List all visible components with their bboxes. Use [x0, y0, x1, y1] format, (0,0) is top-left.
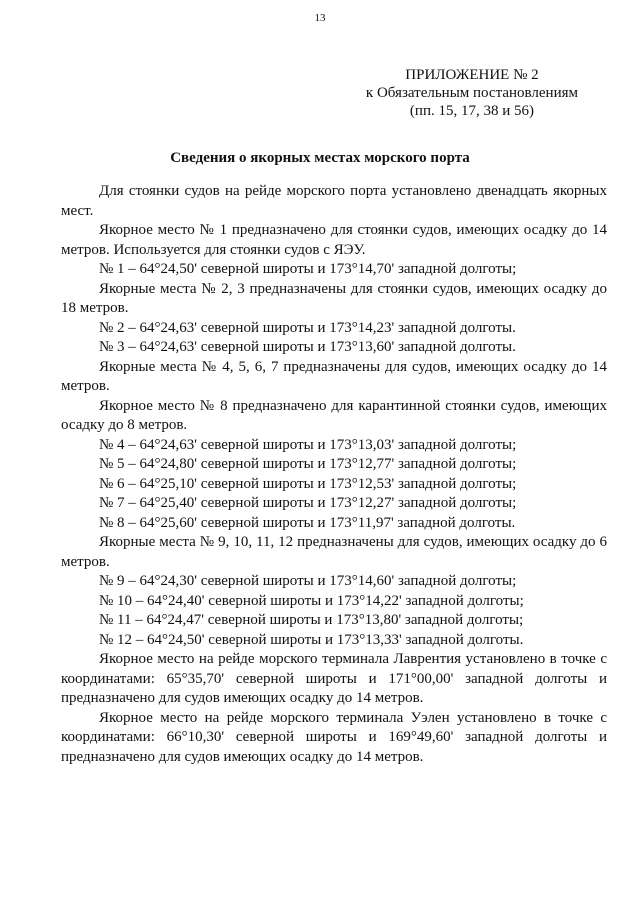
coordinates-5: № 5 – 64°24,80' северной широты и 173°12,77' западной долготы; [99, 456, 517, 472]
coordinates-2: № 2 – 64°24,63' северной широты и 173°14,23' западной долготы. [99, 319, 516, 336]
paragraph-anchorage-4-7: Якорные места № 4, 5, 6, 7 предназначены для судов, имеющих осадку до 14 метров. [61, 358, 607, 394]
paragraph-intro: Для стоянки судов на рейде морского порта установлено двенадцать якорных мест. [61, 183, 607, 219]
coordinates-7: № 7 – 64°25,40' северной широты и 173°12,27' западной долготы; [99, 495, 517, 511]
page-number: 13 [314, 12, 326, 24]
coordinates-12: № 12 – 64°24,50' северной широты и 173°13,33' западной долготы. [99, 631, 524, 648]
coordinates-10: № 10 – 64°24,40' северной широты и 173°14,22' западной долготы; [99, 592, 524, 609]
paragraph-anchorage-2-3: Якорные места № 2, 3 предназначены для стоянки судов, имеющих осадку до 18 метров. [61, 280, 607, 316]
paragraph-uelen: Якорное место на рейде морского терминала Уэлен установлено в точке с координатами: 66°10,30' северной широты и 169°49,60' западной долготы и предназначено для судов имеющих осадку до 14 метров. [61, 709, 607, 765]
paragraph-lavrentiya: Якорное место на рейде морского терминала Лаврентия установлено в точке с координатами: 65°35,70' северной широты и 171°00,00' западной долготы и предназначено для судов имеющих осадку до 14 метров. [61, 651, 607, 706]
coordinates-4: № 4 – 64°24,63' северной широты и 173°13,03' западной долготы; [99, 436, 517, 453]
document-body [61, 182, 607, 767]
appendix-number: ПРИЛОЖЕНИЕ № 2 [405, 67, 539, 83]
coordinates-9: № 9 – 64°24,30' северной широты и 173°14,60' западной долготы; [99, 573, 517, 589]
coordinates-8: № 8 – 64°25,60' северной широты и 173°11,97' западной долготы. [99, 514, 516, 531]
appendix-header [366, 66, 578, 120]
appendix-reference: к Обязательным постановлениям [365, 85, 578, 101]
paragraph-anchorage-1: Якорное место № 1 предназначено для стоянки судов, имеющих осадку до 14 метров. Используется для стоянки судов с ЯЭУ. [61, 222, 607, 258]
appendix-clauses: (пп. 15, 17, 38 и 56) [409, 103, 534, 119]
coordinates-6: № 6 – 64°25,10' северной широты и 173°12,53' западной долготы; [99, 475, 517, 492]
coordinates-11: № 11 – 64°24,47' северной широты и 173°13,80' западной долготы; [99, 612, 524, 628]
paragraph-anchorage-9-12: Якорные места № 9, 10, 11, 12 предназначены для судов, имеющих осадку до 6 метров. [61, 534, 607, 570]
document-title: Сведения о якорных местах морского порта [170, 150, 470, 166]
paragraph-anchorage-8: Якорное место № 8 предназначено для карантинной стоянки судов, имеющих осадку до 8 метров. [61, 397, 607, 433]
coordinates-1: № 1 – 64°24,50' северной широты и 173°14,70' западной долготы; [99, 261, 517, 277]
coordinates-3: № 3 – 64°24,63' северной широты и 173°13,60' западной долготы. [99, 339, 516, 355]
